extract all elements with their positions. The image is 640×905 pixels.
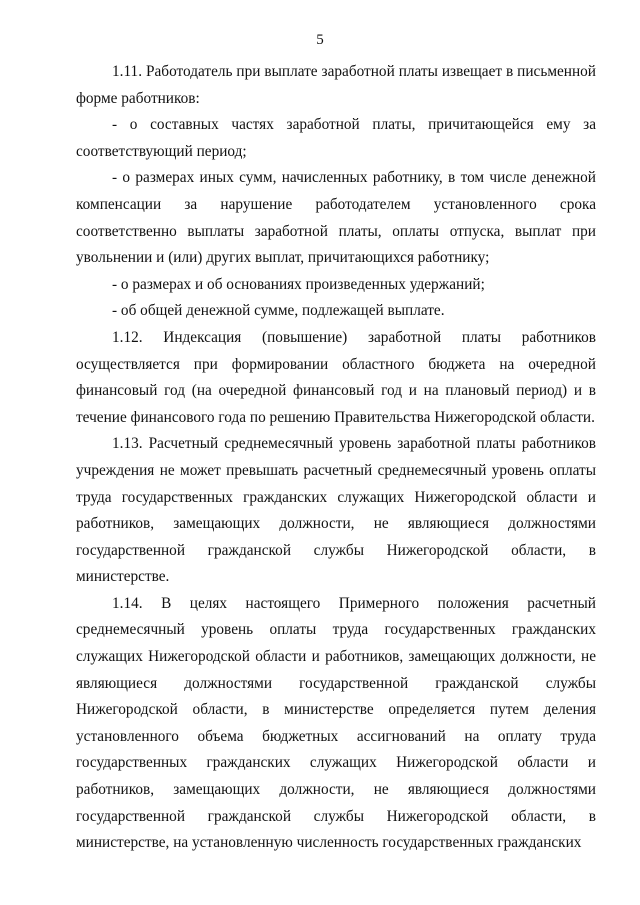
list-item-deductions: - о размерах и об основаниях произведенных удержаний; <box>112 275 485 293</box>
paragraph-1-13: 1.13. Расчетный среднемесячный уровень заработной платы работников учреждения не может превышать расчетный среднемесячный уровень оплаты труда государственных гражданских служащих Нижегородской области и работников, замещающих должности, не являющиеся должностями государственной гражданской службы Нижегородской области, в министерстве. <box>76 435 596 586</box>
list-item-total: - об общей денежной сумме, подлежащей выплате. <box>112 302 445 320</box>
list-item-other-sums: - о размерах иных сумм, начисленных работнику, в том числе денежной компенсации за нарушение работодателем установленного срока соответственно выплаты заработной платы, оплаты отпуска, выплат при увольнении и (или) других выплат, причитающихся работнику; <box>76 169 596 267</box>
paragraph-1-12: 1.12. Индексация (повышение) заработной платы работников осуществляется при формировании областного бюджета на очередной финансовый год (на очередной финансовый год и на плановый период) и в течение финансового года по решению Правительства Нижегородской области. <box>76 328 596 426</box>
paragraph-1-14: 1.14. В целях настоящего Примерного положения расчетный среднемесячный уровень оплаты труда государственных гражданских служащих Нижегородской области и работников, замещающих должности, не являющиеся должностями государственной гражданской службы Нижегородской области, в министерстве определяется путем деления установленного объема бюджетных ассигнований на оплату труда государственных гражданских служащих Нижегородской области и работников, замещающих должности, не являющиеся должностями государственной гражданской службы Нижегородской области, в министерстве, на установленную численность государственных гражданских <box>76 594 596 852</box>
document-body <box>76 59 596 857</box>
list-item-components: - о составных частях заработной платы, причитающейся ему за соответствующий период; <box>76 116 596 160</box>
page-number: 5 <box>316 32 324 48</box>
paragraph-1-11: 1.11. Работодатель при выплате заработной платы извещает в письменной форме работников: <box>76 63 596 107</box>
